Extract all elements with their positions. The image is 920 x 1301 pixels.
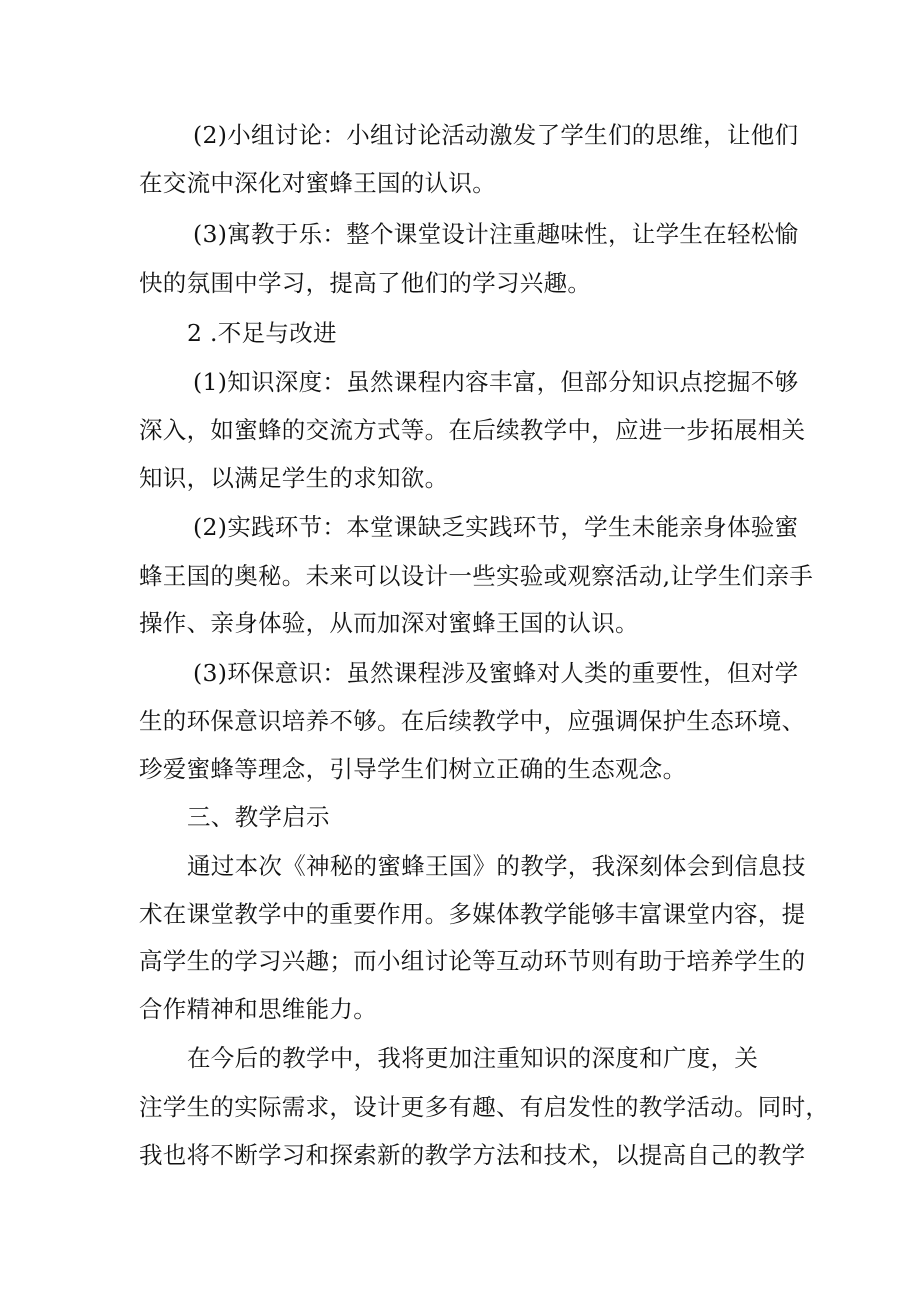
text-line: 生的环保意识培养不够。在后续教学中，应强调保护生态环境、	[139, 707, 806, 735]
text-line: 高学生的学习兴趣；而小组讨论等互动环节则有助于培养学生的	[139, 947, 806, 975]
text-line: (1)知识深度：虽然课程内容丰富，但部分知识点挖掘不够	[193, 368, 799, 396]
text-line: 快的氛围中学习，提高了他们的学习兴趣。	[139, 269, 592, 297]
text-line: (3)环保意识：虽然课程涉及蜜蜂对人类的重要性，但对学	[193, 659, 799, 687]
text-line: 通过本次《神秘的蜜蜂王国》的教学，我深刻体会到信息技	[187, 852, 806, 880]
text-line: 深入，如蜜蜂的交流方式等。在后续教学中，应进一步拓展相关	[139, 416, 806, 444]
heading-text: 2 .不足与改进	[187, 319, 337, 347]
text-line: 珍爱蜜蜂等理念，引导学生们树立正确的生态观念。	[139, 755, 687, 783]
text-line: 知识，以满足学生的求知欲。	[139, 464, 449, 492]
text-line: 术在课堂教学中的重要作用。多媒体教学能够丰富课堂内容，提	[139, 900, 806, 928]
text-line: (2)小组讨论：小组讨论活动激发了学生们的思维，让他们	[193, 121, 799, 149]
text-line: 我也将不断学习和探索新的教学方法和技术，以提高自己的教学	[139, 1141, 806, 1169]
text-line: 合作精神和思维能力。	[139, 995, 377, 1023]
text-line: 蜂王国的奥秘。未来可以设计一些实验或观察活动,让学生们亲手	[139, 562, 814, 590]
text-line: 在交流中深化对蜜蜂王国的认识。	[139, 169, 496, 197]
text-line: (2)实践环节：本堂课缺乏实践环节，学生未能亲身体验蜜	[193, 513, 799, 541]
text-line: 在今后的教学中，我将更加注重知识的深度和广度，关	[187, 1044, 759, 1072]
heading-text: 三、教学启示	[187, 803, 330, 831]
text-line: (3)寓教于乐：整个课堂设计注重趣味性，让学生在轻松愉	[193, 220, 799, 248]
text-line: 操作、亲身体验，从而加深对蜜蜂王国的认识。	[139, 609, 639, 637]
text-line: 注学生的实际需求，设计更多有趣、有启发性的教学活动。同时，	[139, 1093, 830, 1121]
